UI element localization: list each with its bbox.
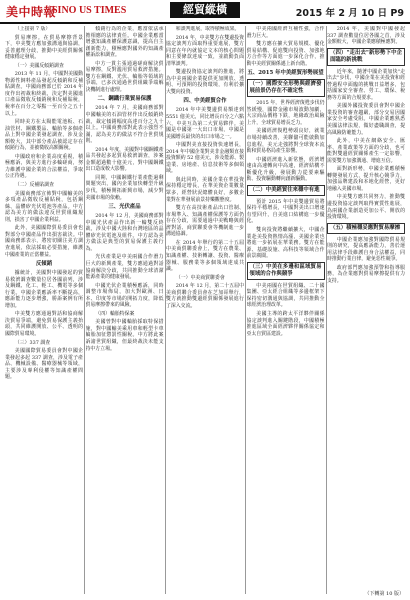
paragraph: （四）輪胎特保案 <box>95 310 135 317</box>
paragraph: 同期，中國鋼鐵行業產能過剩問題突出，國內企業加快轉型升級步伐，積極開拓新興市場，減少對美國市場的依賴。 <box>85 174 164 201</box>
subheading-box: （五）積極穩妥應對貿易摩擦 <box>327 223 405 234</box>
paragraph: 政府部門應加強預警和指導服務，為企業應對貿易摩擦提供有力支持。 <box>327 264 405 284</box>
paragraph: 2014 年，美國對中國發起 337 調查數量位居各國之首，涉及金額較大，中國企業應積極應對。 <box>327 26 405 46</box>
article-columns <box>5 26 405 596</box>
paragraph: 此外，美國國際貿易委員會也對部分中國產品作出損害裁決。中國商務部表示，將密切關注美方調查進展，依法採取必要措施，維護中國產業的正當權益。 <box>5 225 83 258</box>
paragraph: 中美雙方應共同努力，推動雙邊投資協定談判取得實質性進展，為兩國企業創造更加公平、開放的投資環境。 <box>327 194 405 221</box>
paragraph: 2014 年 12 月，第二十五屆中美商貿聯合委員會在芝加哥舉行，雙方就推動雙邊經貿關係發展進行了深入交流。 <box>166 283 244 309</box>
article-column <box>166 26 244 594</box>
paragraph: 中國對美直接投資快速增長，2014 年中國企業對美非金融類直接投資額約 52 億美元，涉及能源、製造業、房地產、信息技術等多個領域。 <box>166 142 244 175</box>
subheading-box: （三）中美在多邊和區域貿易領域的合作與競爭 <box>247 262 325 280</box>
paragraph: 中美兩國在世貿組織、二十國集團、亞太經合組織等多邊框架下保持密切溝通與協調，共同推動全球經濟治理改革。 <box>246 282 325 309</box>
subheading-box: （二）中美經貿往來穩中有進 <box>247 185 325 196</box>
subheading: 四、中美經貿合作 <box>183 98 227 105</box>
article-column <box>86 26 164 594</box>
paragraph: 在 2014 年舉行的第二十五屆中美商貿聯委會上，雙方在農業、知識產權、技術轉讓、投資、醫療器械、服務業等多個領域達成共識。 <box>166 239 244 273</box>
paragraph: 中國政府和企業高度重視，積極應訴，與美方進行多輪磋商，努力維護中國企業的合法權益，爭取公正待遇。 <box>5 153 83 180</box>
subheading: 三、光伏產品 <box>108 204 141 211</box>
subheading: 二、鋼鐵行業貿易保護 <box>97 96 152 103</box>
paragraph: （上接第 7 版） <box>14 26 51 32</box>
continued-note: （下轉第 10 版） <box>364 591 404 597</box>
publication-name-cn: 美中時報 <box>6 5 57 19</box>
article-column <box>247 26 325 594</box>
paragraph: 雙邊投資協定談判的推進，將為中美兩國企業提供更加開放、透明、可預期的投資環境，有利於擴大雙向投資。 <box>166 69 244 95</box>
masthead <box>0 0 410 24</box>
paragraph: 中國光伏企業積極應訴，同時調整市場佈局，加大對歐洲、日本、印度等市場的開拓力度，降低貿易摩擦帶來的風險。 <box>85 282 164 309</box>
subheading-box: （四）"走出去"新形勢下中企面臨的新挑戰 <box>327 48 405 66</box>
paragraph: 據統計，美國對中國發起的貿易救濟調查數量位居各國前列，涉及鋼鐵、化工、輕工、機電等多個行業。中國企業應訴率不斷提高，應訴能力逐步增強，勝訴案例有所增加。 <box>5 270 83 309</box>
paragraph: 中美雙方應通過對話和協商解決貿易爭端，避免貿易保護主義抬頭，共同維護開放、公平、透明的國際貿易環境。 <box>5 311 83 337</box>
paragraph: 近年來，隨著中國企業加快"走出去"步伐，中國企業在美投資和經營過程中面臨的挑戰日益增多，包括國家安全審查、勞工、環保、稅務等方面的合規要求。 <box>327 68 405 101</box>
article-column <box>327 26 405 594</box>
paragraph: 美國主導的跨太平洋夥伴關係協定談判進入關鍵階段，中國積極推進區域全面經濟夥伴關係協定和亞太自貿區建設。 <box>246 310 325 337</box>
paragraph: 中美兩國經濟互補性強，合作潛力巨大。 <box>246 26 325 39</box>
paragraph: 2015 年，世界經濟復甦步伐仍然緩慢，國際金融市場波動加劇，大宗商品價格下跌，地緣政治風險上升，全球貿易增長乏力。 <box>246 100 325 126</box>
paragraph: 美國外國投資委員會對中國企業投資的審查趨嚴，部分交易因國家安全考慮受阻。中國企業應熟悉美國法律法規，做好盡職調查，提高風險防範能力。 <box>327 103 405 136</box>
paragraph: 中方一貫主張通過磋商解決貿易摩擦，反對濫用貿易救濟措施。雙方在鋼鐵、光伏、輪胎等領域的爭端，已多次通過世貿組織爭端解決機制進行處理。 <box>85 60 164 93</box>
paragraph: 雙方應在擴大貿易規模、優化貿易結構、促進雙向投資、加強地方合作等方面進一步深化合作，推動中美經貿關係邁上新台階。 <box>246 41 325 67</box>
paragraph: 預計 2015 年中美雙邊貿易將保持平穩增長，中國對美出口增速有望回升，自美進口結構進一步優化。 <box>246 198 325 225</box>
article-column <box>5 26 83 594</box>
subheading: 五、2015 年中美經貿形勢展望 <box>247 70 324 77</box>
paragraph: （一）中美商貿聯委會 <box>175 274 225 281</box>
paragraph: 光伏產業是中美兩國合作潛力巨大的新興產業，雙方應通過對話協商解決分歧，共同推動全球清潔能源產業的健康發展。 <box>85 254 164 281</box>
paragraph: 美國經濟復甦勢頭良好，就業市場持續改善，美聯儲可能啟動加息進程，美元走強將對全球資本流動和貿易格局產生影響。 <box>246 128 325 155</box>
subheading: 反傾銷 <box>35 261 53 268</box>
paragraph: 2014 年中美雙邊貿易額達到 5551 億美元，同比增長百分之六點六，中美互為第二大貿易夥伴。美國是中國第一大出口市場，中國是美國增長最快的出口市場之一。 <box>166 107 244 140</box>
paragraph: （二）反補貼調查 <box>14 182 54 189</box>
paragraph: 中國經濟進入新常態，經濟增速由高速轉向中高速，經濟結構不斷優化升級，發展動力從要素驅動、投資驅動轉向創新驅動。 <box>246 156 325 183</box>
paragraph: 貿易摩擦。在貿易摩擦背景下，中美雙方應加強溝通與協調，妥善處理分歧，推動中美經貿關係健康穩定發展。 <box>5 34 83 61</box>
paragraph: 美國商務部宣佈對中國輸美的多項產品徵收反補貼稅，包括鋼絲、晶體矽光伏電池等產品。中方認為美方的做法違反世貿組織規則，損害了中國企業利益。 <box>5 190 83 223</box>
paragraph: 雙向投資將繼續擴大，中國企業赴美投資熱情高漲，美國企業也將進一步拓展在華業務。雙方在能源、基礎設施、高科技等領域合作前景廣闊。 <box>246 227 325 260</box>
paragraph: 雙方在高技術產品出口管制、市場準入、知識產權保護等方面仍存在分歧，需要通過中美戰略與經濟對話、商貿聯委會等機制進一步溝通協調。 <box>166 205 244 238</box>
paragraph: 同時美方在太陽能電池板、石油管材、鋼鐵製品、輪胎等多個產品上對中國企業發起調查，涉及金額較大，其中部分產品被認定存在傾銷行為，並被徵收高額關稅。 <box>5 119 83 152</box>
section-title: 經貿縱橫 <box>170 2 240 18</box>
paragraph: 中國企業應加強對國際貿易規則的研究，提高應訴能力，善於運用法律手段維護自身合法權益，同時推動行業自律，避免惡性競爭。 <box>327 236 405 263</box>
subheading-box: （一）國際安全形勢與經濟發展前景仍存在不確定性 <box>247 79 325 97</box>
paragraph: （一）美國反傾銷調查 <box>14 62 64 69</box>
publication-name-en: SINO US TIMES <box>52 5 127 16</box>
paragraph: 和談判進展，取得積極成果。 <box>175 26 240 32</box>
paragraph: 此外，中美在網絡安全、匯率、產業政策等方面的分歧，也可能對雙邊經貿關係產生一定影響，需要雙方加強溝通、增進互信。 <box>327 138 405 164</box>
paragraph: 2014 年度，美國對中國鋼鐵產品共發起多起貿易救濟調查，涉案金額超過數十億美元，對中國鋼鐵出口造成較大影響。 <box>85 146 164 173</box>
paragraph: 與此同時，美國企業在華投資保持穩定增長，在華美資企業數量眾多，經營狀況總體良好，多數企業對在華發展前景持樂觀態度。 <box>166 176 244 203</box>
paragraph: 美國國際貿易委員會對中國企業發起多起 337 調查，涉及電子產品、機械設備、醫療器械等領域，主要涉及專利侵權等知識產權問題。 <box>5 348 83 381</box>
paragraph: 2014 年，中美雙方在雙邊投資協定談判方面取得重要進展，雙方同意在年內就協定文本的核心問題和主要條款達成一致，並啟動負面清單談判。 <box>166 34 244 67</box>
paragraph: 2013 年 11 月，中國對美國動物源性飼料產品發起反傾銷和反補貼調查。中國商務部已於 2014 年度作出初裁和終裁，決定對美國進口產品徵收反傾銷稅和反補貼稅，稅率在百分之零點一至百分之五十以上。 <box>5 71 83 117</box>
paragraph: 傾銷行為的企業，應當依法承擔相應的法律責任。中國企業應當增強知識產權保護意識，提高自主創新能力，積極應對國外的知識產權訴訟和調查。 <box>85 26 164 59</box>
paragraph: （三）337 調查 <box>14 339 51 346</box>
issue-date: 2015 年 2 月 10 日 P9 <box>295 8 404 19</box>
paragraph: 美國曾對中國輪胎採取特保措施，對中國輸美乘用車和輕型卡車輪胎加征懲罰性關稅。中方將此案訴諸世貿組織，但最終裁決未能支持中方立場。 <box>85 319 164 352</box>
paragraph: 面對新形勢，中國企業應積極轉變發展方式，提升核心競爭力，加強品牌建設和本地化經營，更好地融入美國市場。 <box>327 166 405 192</box>
paragraph: 2014 年 7 月，美國商務部對中國輸美的石油管材作出反傾銷終裁，裁定傾銷幅度高達百分之九十以上。中國商務部對此表示強烈不滿，認為美方的做法不符合世貿規則。 <box>85 105 164 145</box>
paragraph: 2014 年 12 月，美國商務部對中國光伏產品作出新一輪雙反終裁，涉及中國大陸和台灣地區的晶體矽光伏電池及組件。中方認為美方做法是典型的貿易保護主義行為。 <box>85 213 164 252</box>
